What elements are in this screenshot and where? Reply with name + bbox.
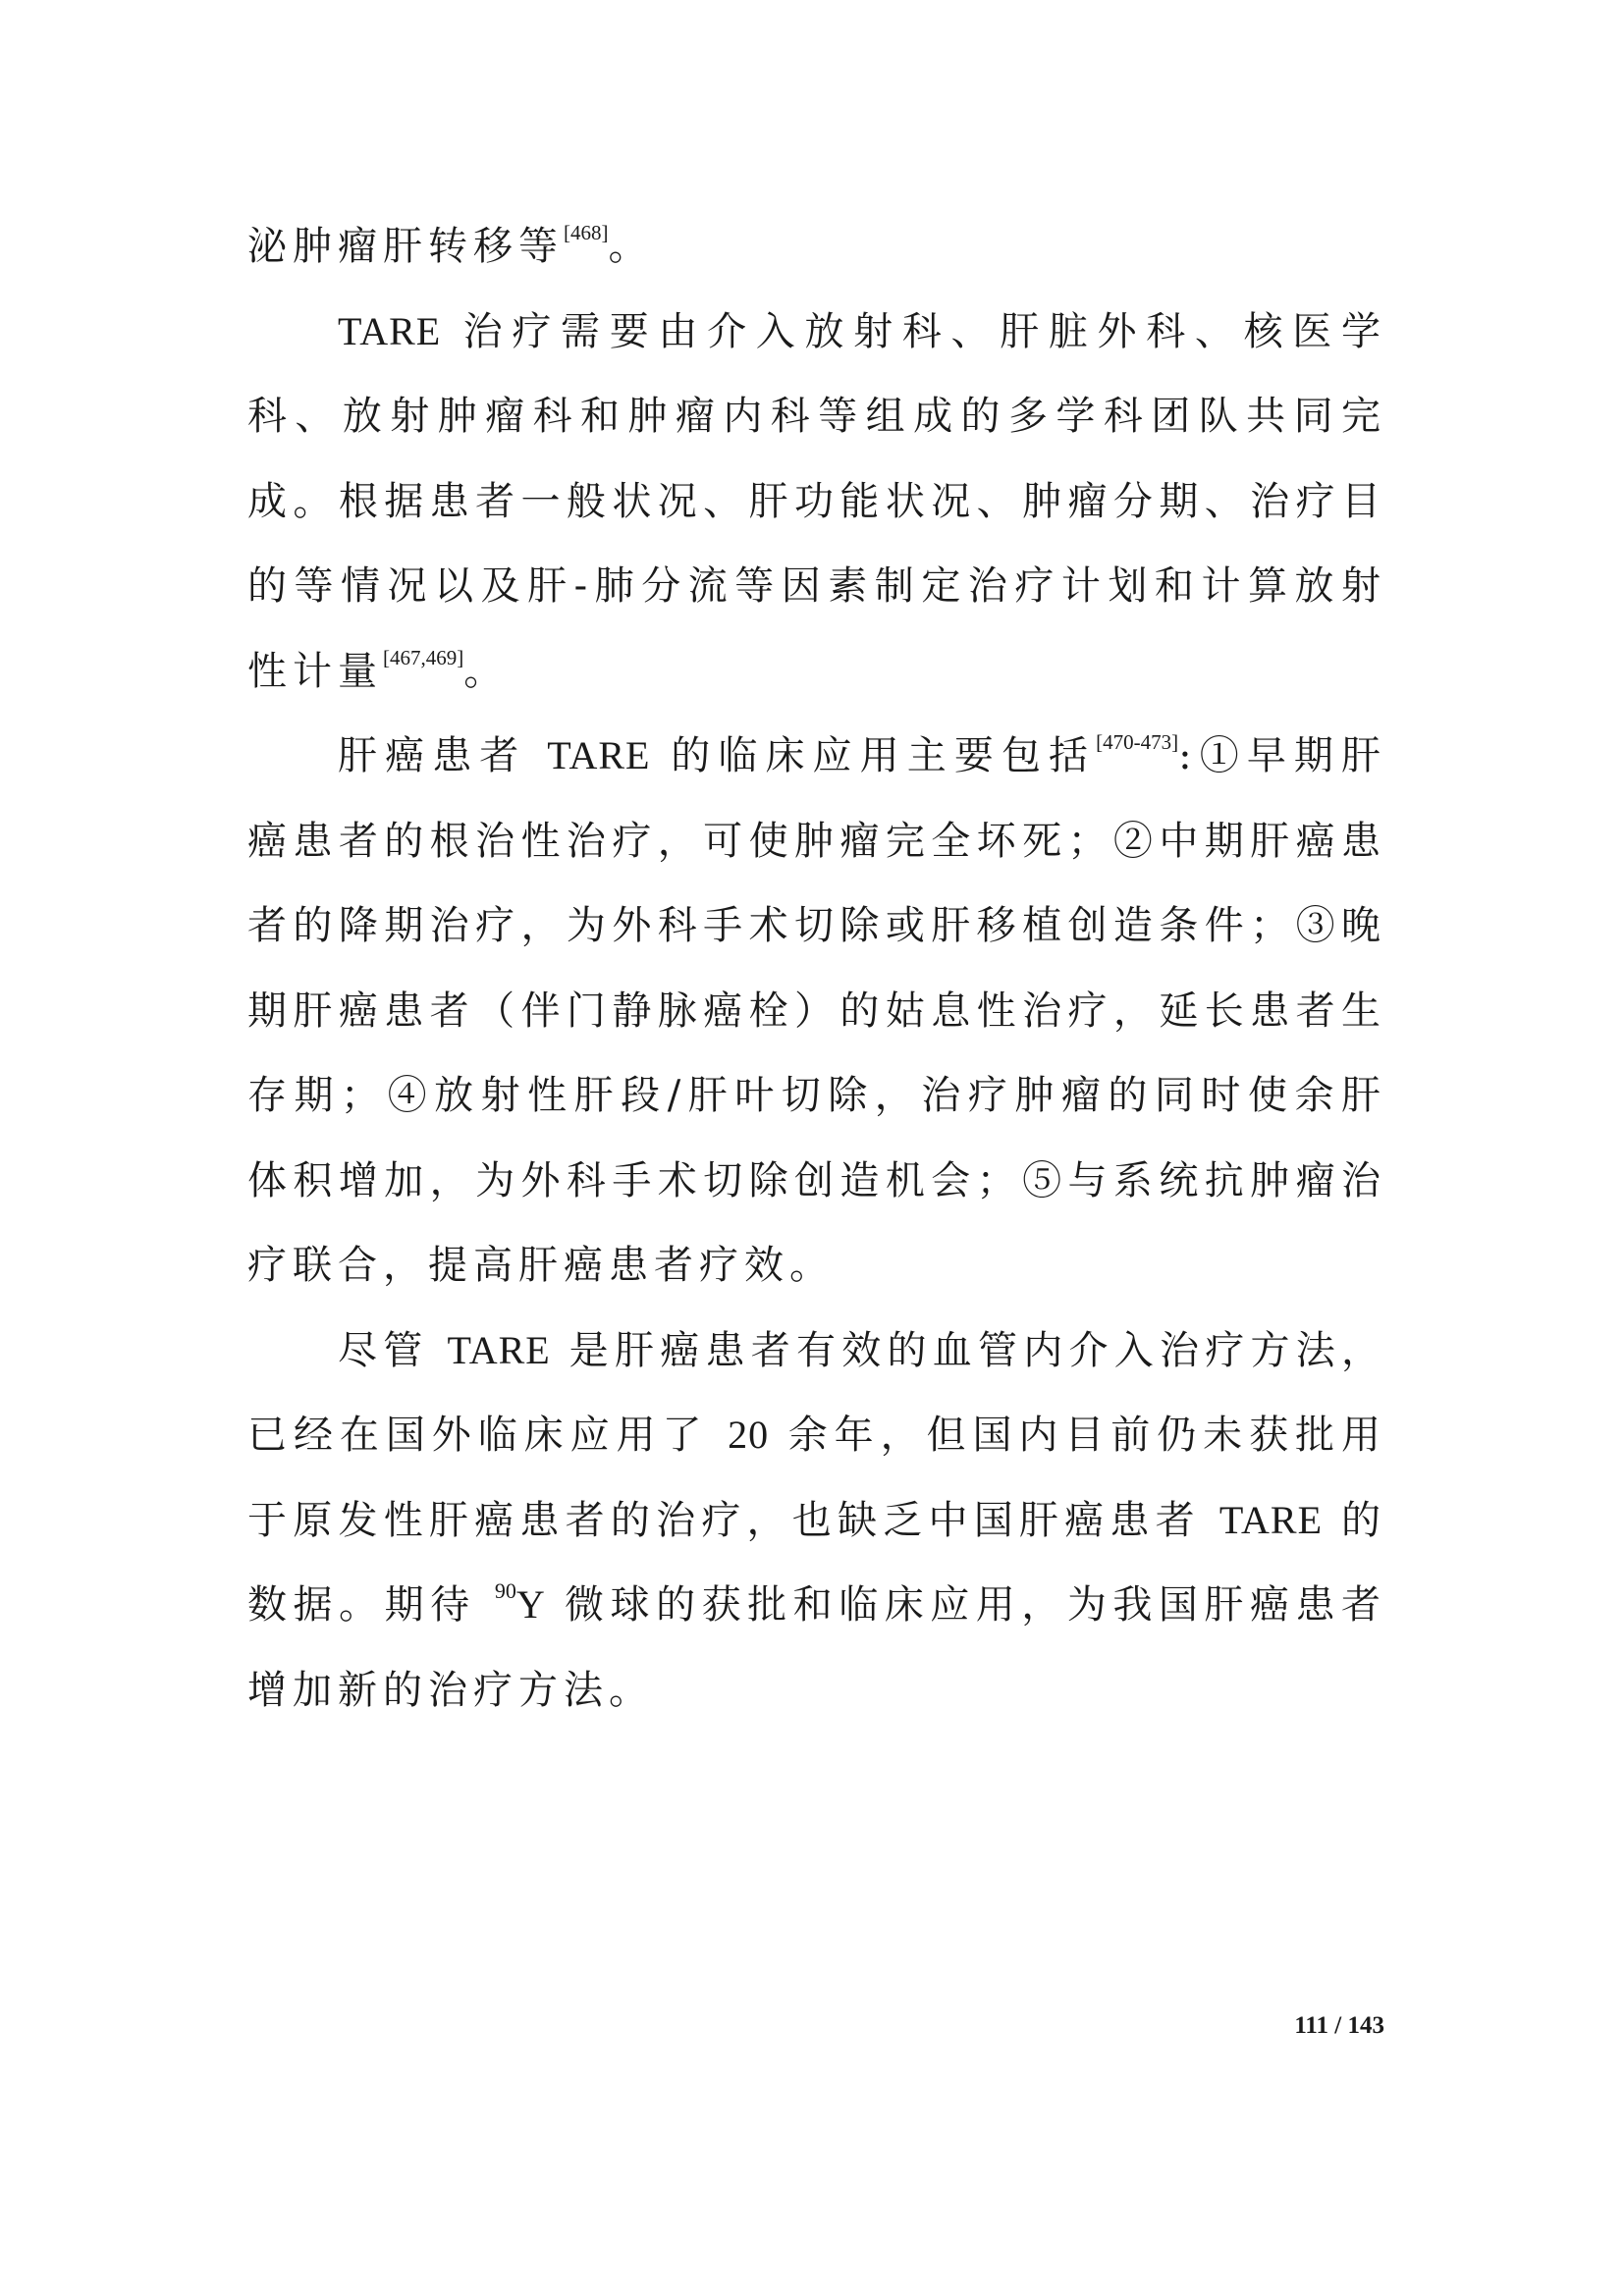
- citation-ref: [470-473]: [1096, 730, 1179, 754]
- latin-text: TARE: [547, 733, 651, 777]
- paragraph-text: 余年，但国内目前仍未获批用于原发性肝癌患者的治疗，也缺乏中国肝癌患者: [247, 1413, 1386, 1543]
- paragraph: [247, 290, 1386, 715]
- paragraph-text: 。: [463, 648, 510, 694]
- citation-ref: [467,469]: [383, 645, 464, 669]
- paragraph-text: 是肝癌患者有效的血管内介入治疗方法，已经在国外临床应用了: [247, 1327, 1387, 1458]
- paragraph: [247, 714, 1386, 1308]
- citation-ref: [468]: [564, 221, 609, 244]
- latin-text: TARE: [447, 1327, 551, 1372]
- isotope-superscript: 90: [494, 1578, 516, 1603]
- paragraph: [247, 1308, 1386, 1734]
- body-text: [247, 204, 1386, 1733]
- latin-text: TARE: [338, 308, 442, 353]
- paragraph-text: 泌肿瘤肝转移等: [247, 224, 564, 269]
- page-number: 111 / 143: [1294, 2012, 1384, 2039]
- paragraph-text: :①早期肝癌患者的根治性治疗，可使肿瘤完全坏死；②中期肝癌患者的降期治疗，为外科手术切除或肝移植创造条件；③晚期肝癌患者（伴门静脉癌栓）的姑息性治疗，延长患者生存期；④放射性肝段/肝叶切除，治疗肿瘤的同时使余肝体积增加，为外科手术切除创造机会；⑤与系统抗肿瘤治疗联合，提高肝癌患者疗效。: [247, 733, 1387, 1288]
- paragraph-text: 尽管: [338, 1327, 448, 1373]
- paragraph-text: 。: [608, 224, 654, 269]
- paragraph-text: 治疗需要由介入放射科、肝脏外科、核医学科、放射肿瘤科和肿瘤内科等组成的多学科团队共同完成。根据患者一般状况、肝功能状况、肿瘤分期、治疗目的等情况以及肝-肺分流等因素制定治疗计划和计算放射性计量: [247, 308, 1386, 694]
- latin-text: TARE: [1218, 1497, 1324, 1542]
- paragraph: [247, 204, 1386, 290]
- paragraph-text: 肝癌患者: [338, 733, 548, 778]
- paragraph-text: 微球的获批和临床应用，为我国肝癌患者增加新的治疗方法。: [247, 1582, 1386, 1713]
- paragraph-text: 的数据。期待: [247, 1497, 1386, 1628]
- latin-text: Y: [515, 1582, 546, 1627]
- paragraph-text: 的临床应用主要包括: [650, 733, 1097, 778]
- latin-text: 20: [728, 1413, 770, 1457]
